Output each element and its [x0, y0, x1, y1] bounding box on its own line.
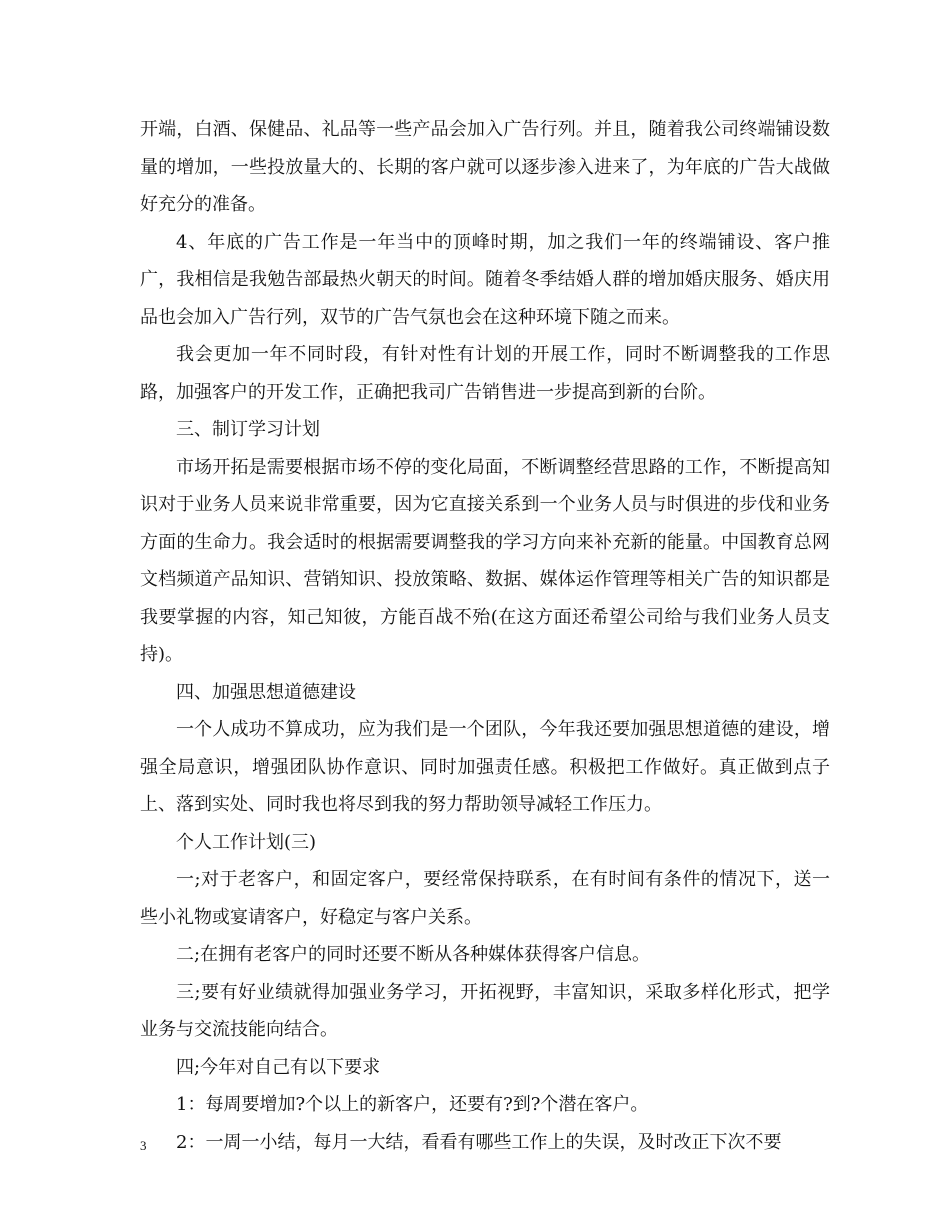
page-number: 3: [140, 1138, 147, 1153]
paragraph: 一个人成功不算成功，应为我们是一个团队，今年我还要加强思想道德的建设，增强全局意识，增强团队协作意识、同时加强责任感。积极把工作做好。真正做到点子上、落到实处、同时我也将尽到我的努力帮助领导减轻工作压力。: [140, 719, 830, 815]
paragraph: 我会更加一年不同时段，有针对性有计划的开展工作，同时不断调整我的工作思路，加强客户的开发工作，正确把我司广告销售进一步提高到新的台阶。: [140, 344, 830, 403]
paragraph: 市场开拓是需要根据市场不停的变化局面，不断调整经营思路的工作，不断提高知识对于业务人员来说非常重要，因为它直接关系到一个业务人员与时俱进的步伐和业务方面的生命力。我会适时的根据需要调整我的学习方向来补充新的能量。中国教育总网文档频道产品知识、营销知识、投放策略、数据、媒体运作管理等相关广告的知识都是我要掌握的内容，知己知彼，方能百战不殆(在这方面还希望公司给与我们业务人员支持)。: [140, 456, 830, 665]
section-heading: 三、制订学习计划: [176, 419, 320, 440]
list-item: 1：每周要增加?个以上的新客户，还要有?到?个潜在客户。: [176, 1094, 649, 1115]
list-item: 二;在拥有老客户的同时还要不断从各种媒体获得客户信息。: [176, 944, 651, 965]
document-body: [140, 111, 830, 1161]
list-item: 一;对于老客户，和固定客户，要经常保持联系，在有时间有条件的情况下，送一些小礼物或宴请客户，好稳定与客户关系。: [140, 869, 830, 928]
section-heading: 四、加强思想道德建设: [176, 681, 356, 703]
list-item: 三;要有好业绩就得加强业务学习，开拓视野，丰富知识，采取多样化形式，把学业务与交流技能向结合。: [140, 981, 830, 1040]
paragraph: 开端，白酒、保健品、礼品等一些产品会加入广告行列。并且，随着我公司终端铺设数量的增加，一些投放量大的、长期的客户就可以逐步渗入进来了，为年底的广告大战做好充分的准备。: [140, 119, 830, 215]
list-item: 四;今年对自己有以下要求: [176, 1056, 381, 1078]
paragraph: 4、年底的广告工作是一年当中的顶峰时期，加之我们一年的终端铺设、客户推广，我相信是我勉告部最热火朝天的时间。随着冬季结婚人群的增加婚庆服务、婚庆用品也会加入广告行列，双节的广告气氛也会在这种环境下随之而来。: [140, 231, 830, 328]
list-item: 2：一周一小结，每月一大结，看看有哪些工作上的失误，及时改正下次不要: [176, 1131, 782, 1153]
section-heading: 个人工作计划(三): [176, 831, 317, 853]
